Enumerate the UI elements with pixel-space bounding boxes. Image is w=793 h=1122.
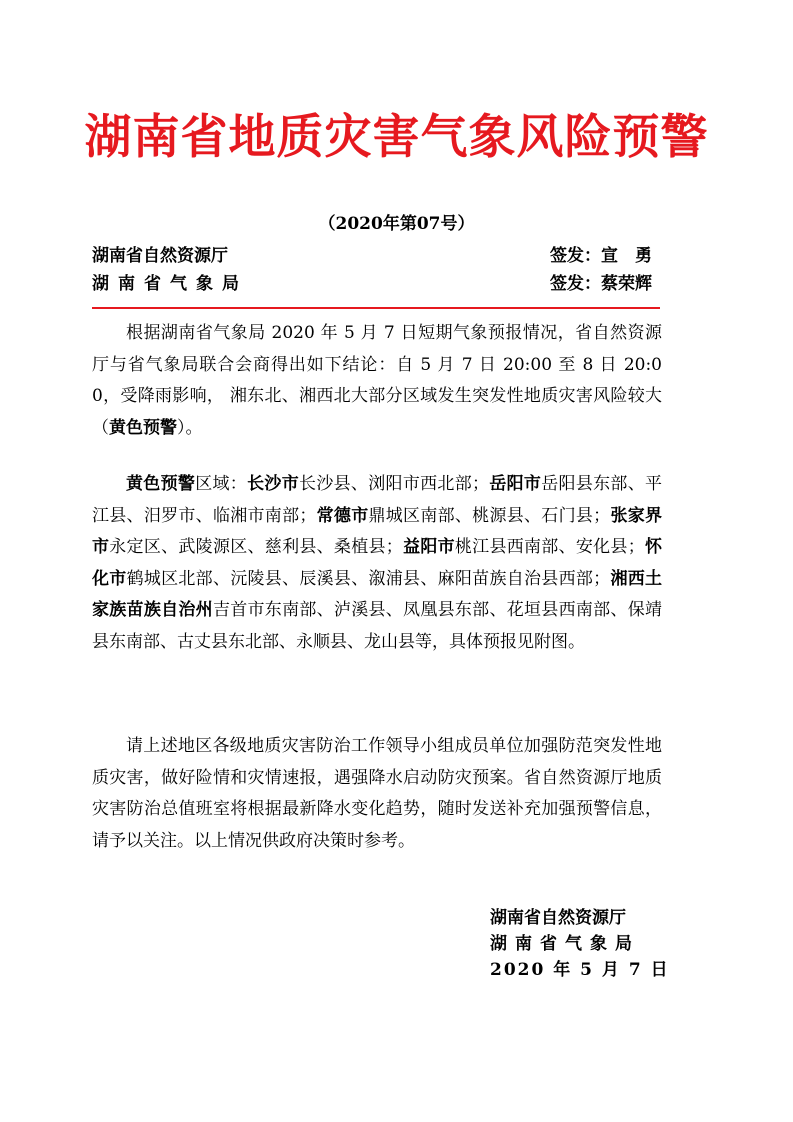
issuer-signer-1: 签发：宣 勇 bbox=[550, 246, 652, 266]
document-title: 湖南省地质灾害气象风险预警 bbox=[84, 110, 709, 165]
city-districts: 鼎城区南部、桃源县、石门县； bbox=[368, 505, 611, 526]
warning-level-label: 黄色预警 bbox=[109, 417, 177, 438]
issuer-signer-2: 签发：蔡荣辉 bbox=[550, 274, 652, 294]
paragraph-conclusion bbox=[92, 318, 662, 444]
city-districts: 长沙县、浏阳市西北部； bbox=[299, 474, 490, 494]
issuer-org-meteorological: 湖南省气象局 bbox=[92, 274, 248, 294]
conclusion-text-end: ）。 bbox=[177, 417, 203, 438]
city-districts: 永定区、武陵源区、慈利县、桑植县； bbox=[109, 537, 403, 557]
city-districts: 桃江县西南部、安化县； bbox=[454, 537, 645, 557]
city-districts: 吉首市东南部、泸溪县、凤凰县东部、花垣县西南部、保靖县东南部、古丈县东北部、永顺县、龙山县等，具体预报见附图。 bbox=[92, 600, 662, 652]
city-name: 湘西土家族苗族自治州 bbox=[92, 568, 662, 620]
paragraph-warning-areas bbox=[92, 469, 662, 658]
city-districts: 鹤城区北部、沅陵县、辰溪县、溆浦县、麻阳苗族自治县西部； bbox=[126, 568, 611, 589]
paragraph-instructions: 请上述地区各级地质灾害防治工作领导小组成员单位加强防范突发性地质灾害，做好险情和灾情速报，遇强降水启动防灾预案。省自然资源厅地质灾害防治总值班室将根据最新降水变化趋势，随时发送补充加强预警信息，请予以关注。以上情况供政府决策时参考。 bbox=[92, 736, 662, 851]
city-name: 岳阳市 bbox=[489, 474, 542, 494]
signature-org-natural-resources: 湖南省自然资源厅 bbox=[490, 908, 626, 928]
signature-org-meteorological: 湖南省气象局 bbox=[490, 934, 640, 954]
document-number: （2020年第07号） bbox=[318, 214, 475, 234]
signature-date: 2020 年 5 月 7 日 bbox=[490, 960, 670, 980]
warning-area-heading: 黄色预警 bbox=[126, 474, 196, 494]
issuer-org-natural-resources: 湖南省自然资源厅 bbox=[92, 246, 228, 266]
header-divider-line bbox=[92, 307, 660, 309]
warning-area-heading-suffix: 区域： bbox=[195, 474, 248, 494]
conclusion-text: 根据湖南省气象局 2020 年 5 月 7 日短期气象预报情况，省自然资源厅与省气象局联合会商得出如下结论：自 5 月 7 日 20:00 至 8 日 20:00，受降雨影响， 湘东北、湘西北大部分区域发生突发性地质灾害风险较大（ bbox=[92, 323, 662, 438]
city-name: 益阳市 bbox=[402, 537, 455, 557]
city-name: 常德市 bbox=[316, 505, 369, 526]
city-name: 长沙市 bbox=[247, 474, 300, 494]
city-districts: 岳阳县东部、平江县、汨罗市、临湘市南部； bbox=[92, 474, 663, 526]
city-name: 怀化市 bbox=[92, 537, 662, 589]
city-name: 张家界市 bbox=[92, 505, 662, 557]
